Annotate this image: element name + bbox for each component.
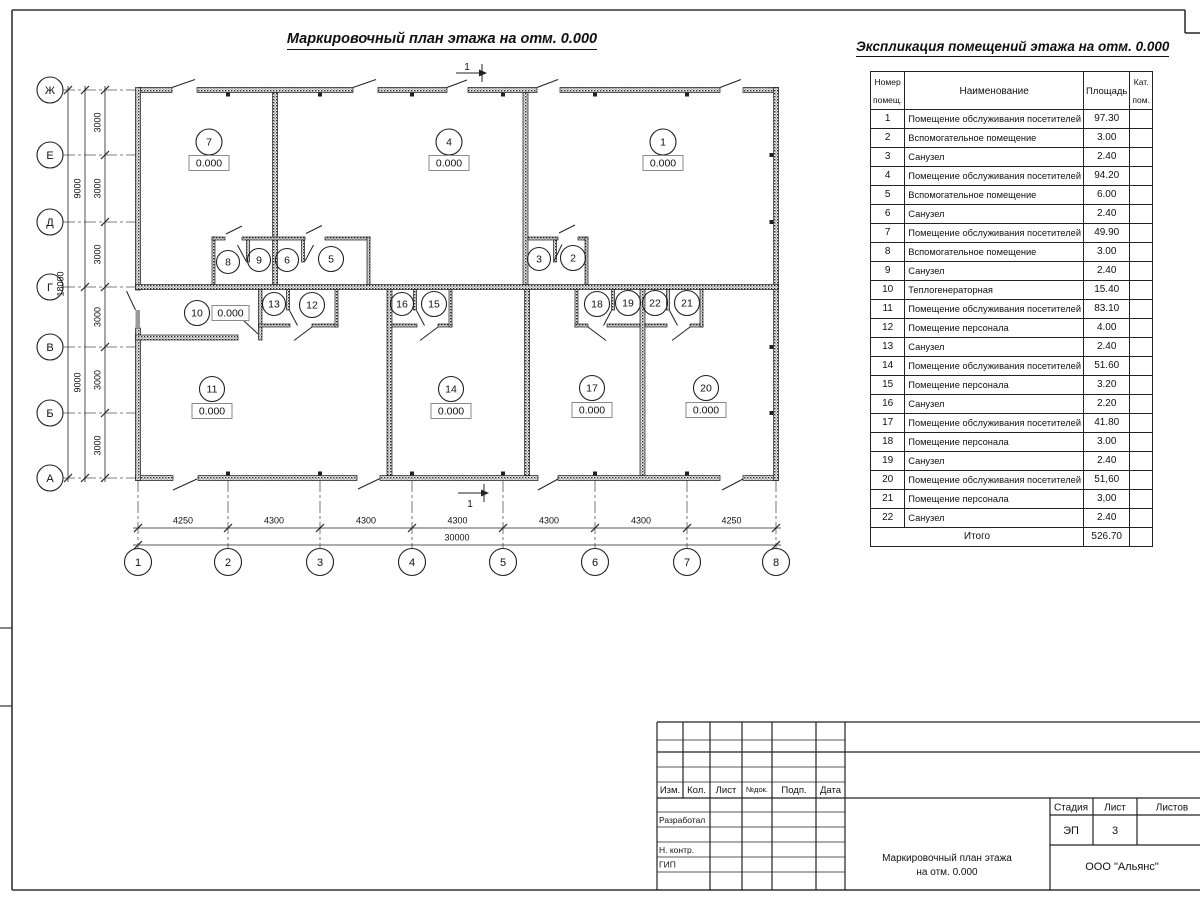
cell-number: 15	[871, 375, 905, 394]
room-number: 10	[191, 307, 203, 320]
cell-name: Санузел	[905, 147, 1084, 166]
cell-number: 4	[871, 166, 905, 185]
axis-col-label: 2	[224, 557, 232, 569]
title-block	[657, 722, 1200, 890]
dim-bottom: 4300	[538, 515, 560, 526]
cell-category	[1130, 242, 1153, 261]
cell-area: 83.10	[1084, 299, 1130, 318]
dim-left-3000: 3000	[92, 244, 103, 265]
room-number: 17	[586, 382, 598, 395]
cell-area: 94.20	[1084, 166, 1130, 185]
room-number: 7	[206, 136, 212, 149]
cell-number: 7	[871, 223, 905, 242]
room-number: 11	[206, 383, 218, 396]
cell-area: 97.30	[1084, 109, 1130, 128]
cell-category	[1130, 261, 1153, 280]
dim-bottom: 4250	[172, 515, 194, 526]
cell-area: 2.40	[1084, 337, 1130, 356]
cell-name: Помещение персонала	[905, 375, 1084, 394]
walls	[136, 88, 779, 481]
sheet-label: Лист	[1104, 802, 1126, 814]
cell-area: 2.40	[1084, 508, 1130, 527]
cell-name: Санузел	[905, 394, 1084, 413]
dim-left-3000: 3000	[92, 178, 103, 199]
cell-name: Помещение обслуживания посетителей	[905, 223, 1084, 242]
room-number: 18	[591, 298, 603, 311]
cell-area: 2.40	[1084, 451, 1130, 470]
cell-name: Помещение обслуживания посетителей	[905, 109, 1084, 128]
cell-category	[1130, 280, 1153, 299]
cell-number: 18	[871, 432, 905, 451]
cell-category	[1130, 375, 1153, 394]
sheet-value: 3	[1111, 825, 1119, 837]
cell-number: 22	[871, 508, 905, 527]
cell-number: 12	[871, 318, 905, 337]
cell-number: 10	[871, 280, 905, 299]
dim-left-3000: 3000	[92, 112, 103, 133]
axis-row-label: Ж	[44, 85, 56, 97]
cell-category	[1130, 204, 1153, 223]
col-header-number: Номер помещ.	[871, 72, 905, 110]
doc-title-line1: Маркировочный план этажа	[882, 853, 1012, 864]
cell-category	[1130, 394, 1153, 413]
cell-area: 3.00	[1084, 128, 1130, 147]
sheets-label: Листов	[1155, 802, 1189, 814]
company-name: ООО "Альянс"	[1085, 861, 1159, 873]
table-row	[871, 394, 1153, 413]
table-row	[871, 508, 1153, 527]
cell-category	[1130, 185, 1153, 204]
schedule-header	[871, 72, 1153, 110]
room-number: 2	[570, 252, 576, 265]
dim-bottom: 4300	[355, 515, 377, 526]
axis-col-label: 7	[683, 557, 691, 569]
dim-left-3000: 3000	[92, 306, 103, 328]
axis-col-label: 1	[134, 557, 142, 569]
cell-name: Помещение обслуживания посетителей	[905, 356, 1084, 375]
cell-area: 6.00	[1084, 185, 1130, 204]
table-row	[871, 185, 1153, 204]
cell-category	[1130, 223, 1153, 242]
col-header-name: Наименование	[905, 72, 1084, 110]
cell-category	[1130, 166, 1153, 185]
rev-header-podp: Подп.	[781, 785, 807, 796]
axis-col-label: 4	[408, 557, 416, 569]
dim-bottom: 4300	[630, 515, 652, 526]
cell-area: 41.80	[1084, 413, 1130, 432]
axis-col-label: 3	[316, 557, 324, 569]
dim-left-9000: 9000	[72, 178, 83, 199]
table-row	[871, 280, 1153, 299]
cell-name: Санузел	[905, 451, 1084, 470]
role-gip: ГИП	[659, 859, 676, 870]
axis-row-label: Д	[46, 217, 54, 229]
doc-title-line2: на отм. 0.000	[916, 867, 978, 878]
table-row	[871, 261, 1153, 280]
dim-left-9000: 9000	[72, 372, 83, 393]
cell-number: 21	[871, 489, 905, 508]
room-number: 20	[700, 382, 712, 395]
rev-header-izm: Изм.	[659, 785, 681, 796]
cell-area: 4.00	[1084, 318, 1130, 337]
role-norm-control: Н. контр.	[659, 845, 695, 855]
room-number: 16	[396, 298, 408, 311]
col-header-area: Площадь	[1084, 72, 1130, 110]
axis-col-label: 5	[499, 557, 507, 569]
room-number: 5	[328, 253, 334, 266]
cell-number: 2	[871, 128, 905, 147]
table-row	[871, 489, 1153, 508]
cell-name: Вспомогательное помещение	[905, 128, 1084, 147]
dim-bottom-total: 30000	[444, 532, 470, 543]
cell-category	[1130, 508, 1153, 527]
table-row	[871, 470, 1153, 489]
axis-row-label: Б	[46, 408, 54, 420]
total-category-cell	[1130, 527, 1153, 546]
schedule-total	[871, 527, 1153, 546]
cell-number: 8	[871, 242, 905, 261]
dim-left-18000: 18000	[55, 271, 66, 297]
cell-area: 2.40	[1084, 204, 1130, 223]
table-row	[871, 432, 1153, 451]
table-row	[871, 204, 1153, 223]
cell-area: 3.00	[1084, 242, 1130, 261]
axis-col-label: 6	[591, 557, 599, 569]
table-row	[871, 356, 1153, 375]
table-row	[871, 109, 1153, 128]
cell-number: 1	[871, 109, 905, 128]
room-number: 4	[446, 136, 452, 149]
cell-name: Санузел	[905, 337, 1084, 356]
table-row	[871, 318, 1153, 337]
cell-name: Помещение обслуживания посетителей	[905, 470, 1084, 489]
elevation-value: 0.000	[437, 405, 465, 418]
table-row	[871, 413, 1153, 432]
cell-name: Санузел	[905, 508, 1084, 527]
room-number: 13	[268, 298, 280, 311]
dim-bottom: 4300	[447, 515, 468, 526]
elevation-value: 0.000	[578, 404, 606, 417]
room-number: 14	[445, 383, 457, 396]
axis-row-label: А	[46, 473, 54, 485]
cell-name: Вспомогательное помещение	[905, 242, 1084, 261]
room-number: 12	[306, 299, 318, 312]
role-developer: Разработал	[659, 815, 706, 825]
stage-value: ЭП	[1063, 825, 1079, 837]
schedule-rows	[871, 109, 1153, 527]
rev-header-kol: Кол.	[687, 785, 706, 796]
cell-area: 3.20	[1084, 375, 1130, 394]
cell-number: 20	[871, 470, 905, 489]
elevation-value: 0.000	[692, 404, 720, 417]
table-row	[871, 451, 1153, 470]
axis-row-label: Г	[47, 282, 53, 294]
section-mark-label: 1	[464, 62, 470, 73]
room-number: 19	[622, 297, 634, 310]
table-row	[871, 166, 1153, 185]
table-row	[871, 375, 1153, 394]
table-row	[871, 299, 1153, 318]
room-number: 1	[660, 136, 666, 149]
cell-category	[1130, 147, 1153, 166]
table-row	[871, 242, 1153, 261]
elevation-value: 0.000	[435, 157, 463, 170]
cell-category	[1130, 356, 1153, 375]
cell-name: Помещение персонала	[905, 432, 1084, 451]
cell-number: 16	[871, 394, 905, 413]
dim-left-3000: 3000	[92, 435, 103, 456]
cell-number: 3	[871, 147, 905, 166]
room-number: 9	[256, 254, 262, 267]
elevation-value: 0.000	[217, 307, 244, 320]
cell-category	[1130, 470, 1153, 489]
floor-plan	[37, 62, 790, 576]
cell-number: 19	[871, 451, 905, 470]
axis-col-label: 8	[772, 557, 780, 569]
cell-category	[1130, 128, 1153, 147]
rev-header-ndok: №док.	[746, 785, 768, 794]
section-mark-label: 1	[467, 499, 473, 510]
plan-title-text: Маркировочный план этажа на отм. 0.000	[287, 31, 597, 50]
dim-bottom: 4250	[721, 515, 742, 526]
room-schedule-table	[870, 71, 1153, 547]
room-number: 8	[225, 256, 231, 269]
col-header-category: Кат. пом.	[1130, 72, 1153, 110]
cell-category	[1130, 318, 1153, 337]
cell-name: Помещение персонала	[905, 489, 1084, 508]
axis-row-label: В	[46, 342, 54, 354]
plan-title	[212, 31, 672, 47]
elevation-value: 0.000	[198, 405, 226, 418]
cell-category	[1130, 489, 1153, 508]
cell-name: Санузел	[905, 204, 1084, 223]
cell-category	[1130, 432, 1153, 451]
room-number: 6	[284, 254, 290, 267]
cell-number: 17	[871, 413, 905, 432]
cell-category	[1130, 451, 1153, 470]
total-value: 526.70	[1084, 527, 1130, 546]
cell-area: 51,60	[1084, 470, 1130, 489]
room-number: 3	[536, 253, 542, 266]
cell-category	[1130, 299, 1153, 318]
axis-wall-marks	[226, 93, 774, 476]
cell-number: 5	[871, 185, 905, 204]
total-row	[871, 527, 1153, 546]
cell-name: Теплогенераторная	[905, 280, 1084, 299]
room-number: 22	[649, 297, 661, 310]
axis-row-label: Е	[46, 150, 54, 162]
table-row	[871, 128, 1153, 147]
title-block-text	[659, 785, 1188, 878]
cell-area: 3,00	[1084, 489, 1130, 508]
total-label: Итого	[871, 527, 1084, 546]
cell-name: Помещение обслуживания посетителей	[905, 166, 1084, 185]
cell-category	[1130, 337, 1153, 356]
cell-name: Помещение обслуживания посетителей	[905, 299, 1084, 318]
cell-name: Помещение обслуживания посетителей	[905, 413, 1084, 432]
cell-number: 6	[871, 204, 905, 223]
schedule-title	[856, 39, 1170, 54]
elevation-value: 0.000	[195, 157, 223, 170]
cell-area: 2.40	[1084, 261, 1130, 280]
cell-category	[1130, 109, 1153, 128]
dim-left-3000: 3000	[92, 369, 103, 391]
dim-bottom: 4300	[263, 515, 285, 526]
table-row	[871, 337, 1153, 356]
cell-name: Помещение персонала	[905, 318, 1084, 337]
table-row	[871, 223, 1153, 242]
cell-area: 49.90	[1084, 223, 1130, 242]
cell-name: Вспомогательное помещение	[905, 185, 1084, 204]
schedule-title-text: Экспликация помещений этажа на отм. 0.000	[856, 39, 1169, 57]
rev-header-list: Лист	[715, 785, 737, 796]
cell-number: 9	[871, 261, 905, 280]
room-number: 21	[681, 297, 693, 310]
cell-area: 15.40	[1084, 280, 1130, 299]
cell-area: 2.40	[1084, 147, 1130, 166]
cell-number: 14	[871, 356, 905, 375]
stage-label: Стадия	[1053, 802, 1089, 814]
table-row	[871, 147, 1153, 166]
cell-area: 2.20	[1084, 394, 1130, 413]
cell-area: 3.00	[1084, 432, 1130, 451]
cell-number: 11	[871, 299, 905, 318]
cell-name: Санузел	[905, 261, 1084, 280]
elevation-value: 0.000	[649, 157, 677, 170]
room-number: 15	[428, 298, 440, 311]
cell-area: 51.60	[1084, 356, 1130, 375]
cell-number: 13	[871, 337, 905, 356]
rev-header-data: Дата	[819, 785, 842, 796]
cell-category	[1130, 413, 1153, 432]
